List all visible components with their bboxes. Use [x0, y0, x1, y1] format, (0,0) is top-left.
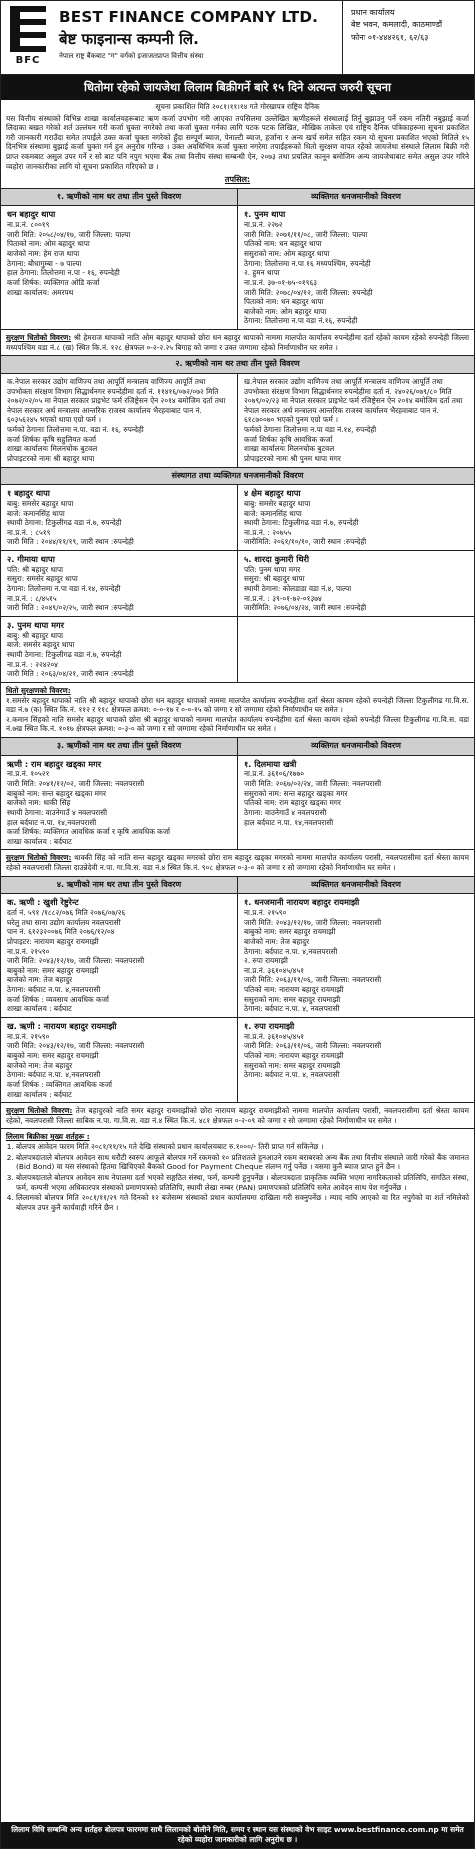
detail-line: प्रोपाइटरको नामः श्री बहादुर थापा	[7, 453, 95, 463]
detail-line: शाखा कार्यालय : बर्दघाट	[7, 1089, 72, 1099]
party-details	[7, 1032, 231, 1099]
borrower-column	[1, 1018, 237, 1102]
collateral-label: सुरक्षण धितोको विवरण:	[6, 333, 72, 343]
detail-line: ससुराको नाम: समर बहादुर रायमाझी	[244, 1060, 341, 1070]
borrower-column	[1, 617, 237, 682]
detail-line: पतिको नाम: नारायण बहादुर रायमाझी	[244, 1051, 344, 1060]
detail-line: कर्जा शिर्षकः कृषि सहुलियत कर्जा	[7, 434, 96, 444]
collateral-text: थाक्की सिंह को नाति सन्त बहादुर खड्का मगरको छोरा राम बहादुर खड्का मगरको नाममा मालपोत कार्यालय परासी, नवलपरासीमा दर्ता श्रेस्ता कायम रहेको नवलपरासी जिल्ला दाउन्नेदेवी न.पा. गा.वि.स. वडा नं.४ स्थित कि.नं. ९०८ क्षेत्रफल ०-३-० को जग्गा र सो जग्गामा रहेको निर्माणाधीन घर समेत ।	[6, 853, 470, 873]
detail-line: ना.प्र.नं. ३६१०४५/४५१	[244, 965, 305, 975]
detail-line: स्थायी ठेगाना: टिकुलीगढ वडा नं.७, रुपन्देही	[244, 518, 359, 528]
detail-line: स्थायी ठेगाना: टिकुलीगढ वडा नं.७, रुपन्देही	[7, 650, 122, 660]
company-name-en: BEST FINANCE COMPANY LTD.	[59, 8, 319, 26]
firm-a-details	[7, 377, 231, 464]
party-name: १. धनजमानी नारायण बहादुर रायमाझी	[244, 897, 360, 908]
detail-line: प्रोपाइटर: नारायण बहादुर रायमाझी	[7, 936, 99, 946]
detail-line: शाखा कार्यालयः मिलनचोक बुटवल	[244, 444, 335, 454]
detail-line: स्थायी ठेगाना: टिकुलीगढ वडा नं.७, रुपन्देही	[7, 518, 122, 528]
party-details	[7, 499, 231, 547]
guarantor-column	[237, 894, 474, 1017]
detail-line: जारी मिति: २०४३/१२/१७, जारी जिल्ला: नवलपरासी	[7, 1041, 145, 1051]
section-2-header	[1, 356, 474, 374]
section-3-header	[1, 468, 474, 486]
detail-line: बाजेको नाम: तेज बहादुर	[7, 1060, 73, 1070]
borrower-details	[7, 769, 231, 846]
detail-line: ठेगाना: बौधागुम्बा - ७ पाल्पा	[7, 258, 82, 268]
party-details	[7, 908, 231, 1014]
detail-line: फर्मको ठेगानाः तिलोत्तमा न.पा. वडा नं. १६, रुपन्देही	[7, 425, 144, 435]
detail-line: जारी मिति: २०५८/०४/१७, जारी जिल्ला: पाल्पा	[7, 229, 131, 239]
guarantor-column	[237, 206, 474, 329]
detail-line: ससुराको नाम: सन्त बहादुर खड्का मगर	[244, 788, 348, 798]
detail-line: बाबु: श्री बहादुर थापा	[7, 630, 64, 640]
detail-line: शाखा कार्यालयः मिलनचोक बुटवल	[7, 444, 98, 454]
guarantor-details	[244, 220, 468, 326]
party-name: ३. पुनम थापा मगर	[7, 619, 64, 630]
detail-line: बाबुको नाम: समर बहादुर रायमाझी	[244, 927, 336, 937]
detail-line: हाल ठेगाना: तिलोत्तमा न.पा - १६, रुपन्देही	[7, 268, 120, 278]
detail-line: बाबु: समसेर बहादुर थापा	[244, 498, 311, 508]
detail-line: बाजे: कमानसिंह थापा	[7, 508, 65, 518]
collateral-text: श्री हेमराज थापाको नाति ओम बहादुर थापाको छोरा धन बहादुर थापाको नाममा मालपोत कार्यालय रुपन्देहीमा दर्ता रहेको कायम रहेको रुपन्देही जिल्ला मध्यपश्चिम वडा नं.८ (ख) स्थित कि.नं. १२८ क्षेत्रफल ०-२-२.२५ बिगाह को जग्गा र उक्त जग्गामा रहेको निर्माणाधीन घर समेत ।	[6, 333, 470, 352]
office-phone: फोनः ०१-४४४२६१, ६२/६३	[351, 32, 429, 42]
detail-line: बाजे: समसेर बहादुर थापा	[7, 640, 75, 650]
detail-line: जारी मिति: २०६७/०२/२४, जारी जिल्ला: नवलपरासी	[244, 779, 382, 789]
detail-line: जारी मिति: २०७१/११/०८, जारी जिल्ला: पाल्पा	[244, 229, 368, 239]
company-logo	[1, 1, 55, 73]
detail-line: पान नं. ६१२३२००७६ मिति २०७६/१२/०४	[7, 927, 115, 937]
detail-line: क.नेपाल सरकार उद्योग वाणिज्य तथा आपूर्ति मन्त्रालय वाणिज्य आपूर्ति तथा उपभोक्ता संरक्षण विभाग सिद्धार्थनगर रुपन्देहीमा दर्ता नं. ११४१६/०७२/०७२ मिति २०७२/०२/०५ मा नेपाल सरकार प्राइभेट फर्म रजिष्ट्रेसन ऐन २०१४ बमोजिम दर्ता तथा नेपाल सरकार अर्थ मन्त्रालय आन्तरिक राजस्व कार्यालय भैरहवाबाट पान नं. ६०३५६२४५ भएको थापा एग्रो फर्म ।	[7, 376, 226, 425]
detail-line: बाजेको नाम: हेम राज थापा	[7, 249, 80, 259]
detail-line: ठेगाना: बर्दघाट न.पा. ४, नवलपरासी	[244, 1004, 340, 1014]
section-5-left-head: ४. ऋणीको नाम थर तथा तीन पुस्ते विवरण	[56, 879, 182, 889]
detail-line: जारी मिति : २०६३/०४/२१, जारी स्थान :रुपन्देही	[7, 669, 134, 679]
section-2-head: २. ऋणीको नाम थर तथा तीन पुस्ते विवरण	[175, 359, 300, 369]
guarantor-column	[237, 485, 474, 550]
collateral-note-3	[1, 683, 474, 738]
collateral-text-list	[6, 696, 469, 735]
detail-line: कर्जा शिर्षक: व्यक्तिगत आवधिक कर्जा र कृषि आवधिक कर्जा	[7, 827, 171, 837]
borrower-column	[1, 756, 237, 850]
guarantor-column	[237, 617, 474, 682]
party-row	[1, 551, 474, 617]
party-row	[1, 485, 474, 551]
detail-line: ससुरा: समसेर बहादुर थापा	[7, 574, 78, 584]
detail-line: १.समसेर बहादुर थापाको नाति श्री बहादुर थापाको छोरा धन बहादुर थापाको नाममा मालपोत कार्यालय रुपन्देहीमा दर्ता श्रेस्ता कायम रहेको रुपन्देही जिल्ला टिकुलीगढ गा.वि.स. वडा नं.७ (क) स्थित कि.नं. ११२ र ११८ क्षेत्रफल क्रमश: ०-०-१७ र ०-०-१५ को जग्गा र सो जग्गामा रहेको निर्माणाधीन घर समेत ।	[6, 695, 469, 715]
detail-line: ना.प्र.नं. : २०७५५	[244, 527, 292, 537]
detail-line: ना.प्र.नं. ३७-०१-७५-०१९६३	[244, 277, 318, 287]
detail-line: बाजेको नाम: थाकी सिंह	[7, 798, 71, 808]
detail-line: पति: श्री बहादुर थापा	[7, 564, 64, 574]
section-1-left-head: १. ऋणीको नाम थर तथा तीन पुस्ते विवरण	[56, 191, 182, 201]
guarantor-name: १. दिलमाया खत्री	[244, 758, 297, 769]
detail-line: जारी मिति: २०७८/०४/१२, जारी जिल्ला: रुपन्देही	[244, 287, 373, 297]
guarantor-name: १. पुनम थापा	[244, 209, 286, 220]
section-3-head: संस्थागत तथा व्यक्तिगत धनजमानीको विवरण	[171, 470, 304, 480]
detail-line: फर्मको ठेगानाः तिलोत्तमा न.पा वडा नं.१४, रुपन्देही	[244, 425, 377, 435]
detail-line: ना.प्र.नं. २१५९०	[7, 946, 50, 956]
detail-line: ठेगाना: वाउनेगाउँ ४ नवलपरासी	[244, 807, 327, 817]
party-row	[1, 1018, 474, 1103]
borrower-column	[1, 551, 237, 616]
party-details	[244, 565, 468, 613]
guarantor-details	[244, 769, 468, 827]
detail-line: कर्जा शिर्षक : व्यक्तिगत आवधिक कर्जा	[7, 1079, 112, 1089]
detail-line: ठेगाना: बर्दघाट न.पा. ४,नवलपरासी	[7, 985, 101, 995]
office-address: बेष्ट भवन, कमलादी, काठमाण्डौं	[351, 20, 443, 30]
detail-line: ना.प्र.नं. ३६१०४५/४५१	[244, 1031, 305, 1041]
detail-line: ना.प्र.नं. २१५९०	[7, 1031, 50, 1041]
detail-line: हाल बर्दघाट न.पा. १४,नवलपरासी	[7, 817, 97, 827]
detail-line: बाबु: समसेर बहादुर थापा	[7, 498, 74, 508]
guarantor-column	[237, 551, 474, 616]
collateral-note-1	[1, 330, 474, 356]
company-name-block	[55, 1, 342, 74]
section-5-right-head: व्यक्तिगत धनजमानीको विवरण	[237, 877, 474, 894]
detail-line: स्थायी ठेगाना: कोलडाडा वडा नं.४, पाल्पा	[244, 584, 352, 594]
detail-line: ठेगाना: तिलोत्तमा न.पा वडा नं.१६, रुपन्देही	[244, 316, 358, 326]
company-subtitle: नेपाल राष्ट्र बैंकबाट "ग" वर्गको इजाजतप्राप्त वित्तीय संस्था	[59, 51, 204, 60]
borrower-column	[1, 894, 237, 1017]
detail-line: बाबुको नाम: समर बहादुर रायमाझी	[7, 1051, 99, 1060]
section-4-row	[1, 756, 474, 851]
detail-line: ना.प्र.नं. ८००१९	[7, 220, 50, 230]
party-name: ख. ऋणी : नारायण बहादुर रायमाझी	[7, 1020, 117, 1031]
party-name: २. गीमाया थापा	[7, 554, 55, 565]
detail-line: बाजेको नाम: ओम बहादुर थापा	[244, 306, 327, 316]
detail-line: ना.प्र.नं. ३६१०६/१७७०	[244, 769, 305, 779]
detail-line: दर्ता नं. ५९१ /१८८२/०७६ मिति २०७६/०७/२६	[7, 908, 126, 918]
detail-line: ससुराको नाम: ओम बहादुर थापा	[244, 249, 330, 259]
detail-line: २. हुमन थापा	[244, 268, 280, 278]
party-details	[7, 631, 231, 679]
detail-line: पतिको नाम: धन बहादुर थापा	[244, 239, 322, 249]
guarantor-column	[237, 756, 474, 850]
detail-line: पतिको नाम: राम बहादुर खड्का मगर	[244, 798, 341, 808]
auction-terms	[1, 1129, 474, 1216]
footer-note: लिलाम विधि सम्बन्धि अन्य शर्तहरु बोलपत्र फारममा साथै लिलामको बोलीने मिति, समय र स्थान यस संस्थाको वेभ साइट www.bestfinance.com.np मा समेत रहेको व्यहोरा जानकारीको लागि अनुरोध छ ।	[1, 1822, 474, 1848]
detail-line: जारी मिति: २०४३/१२/१७, जारी जिल्ला: नवलपरासी	[7, 956, 145, 966]
detail-line: पति: पुनम थापा मगर	[244, 564, 301, 574]
section-1-header	[1, 189, 474, 207]
detail-line: घरेलु तथा साना उद्योग कार्यालय नवलपरासी	[7, 917, 121, 927]
party-name: १. रुपा रायमाझी	[244, 1020, 295, 1031]
party-details	[7, 565, 231, 613]
detail-line: ना.प्र.नं. : ८५१९	[7, 527, 51, 537]
detail-line: ना.प्र.नं. : २२४२०४	[7, 659, 58, 669]
detail-line: शाखा कार्यालय : बर्दघाट	[7, 836, 72, 846]
detail-line: जारी मिति : २०४४/११/१९, जारी स्थान :रुपन्देही	[7, 537, 134, 547]
terms-list	[6, 1142, 469, 1212]
notice-title: धितोमा रहेको जायजेथा लिलाम बिक्रीगर्ने बारे १५ दिने अत्यन्त जरुरी सूचना	[1, 75, 474, 100]
detail-line: ना.प्र.नं. २२७२	[244, 220, 283, 230]
collateral-note-5	[1, 1103, 474, 1129]
party-details	[244, 499, 468, 547]
detail-line: ना.प्र.नं. २१५९०	[244, 908, 287, 918]
section-5-header	[1, 877, 474, 895]
detail-line: ठेगाना: बर्दघाट न.पा. ४,नवलपरासी	[7, 1070, 101, 1080]
collateral-label: धितो सुरक्षणको विवरण:	[6, 685, 71, 695]
party-name: क. ऋणी : खुशी रेष्टुरेन्ट	[7, 897, 79, 908]
detail-line: जारी मिति: २०६३/११/०६, जारी जिल्ला: नवलपरासी	[244, 1041, 382, 1051]
detail-line: जारीमिति: २०६१/१०/१०, जारी स्थान :रुपन्देही	[244, 537, 367, 547]
detail-line: हाल बर्दघाट न.पा. १४,नवलपरासी	[244, 817, 334, 827]
detail-line: ठेगाना: बर्दघाट न.पा. ४, नवलपरासी	[244, 1070, 340, 1080]
intro-paragraph: यस वित्तीय संस्थाको विभिन्न शाखा कार्यालयहरूबाट ऋण कर्जा उपभोग गरी आएका तपसिलमा उल्लेखित ऋणीहरूले संस्थालाई तिर्नु बुझाउनु पर्ने रकम नतिरी नबुझाई कर्जा लिदाका बखत गरेको शर्त उल्लंघन गरी कर्जा चुक्ता नगरेको तथा कर्जा चुक्ता गर्नका लागि पटक पटक लिखित, मौखिक ताकेता एवं राष्ट्रिय दैनिक पत्रिकाहरूमा सूचना प्रकाशित गरी जानकारी गराउँदा समेत तपाईंले उक्त कर्जा चुक्ता नगरेको हुँदा सम्पूर्ण ब्याज, पेनाल्टी ब्याज, हर्जाना र अन्य खर्च समेत सहित रकम यो सूचना प्रकाशित भएको मितिले १५ दिनभित्र संस्थामा बुझाई कर्जा चुक्ता गर्न हुन अनुरोध गरिन्छ । उक्त अवधिभित्र कर्जा चुक्ता नगरेमा तपाईंहरूको धितो सुरक्षण वापत रहेको जायजेथा संस्थाले लिलाम बिक्री गरी प्राप्त रकमबाट असुल उपर गर्ने र सो बाट पनि नपुग भएमा बैंक तथा वित्तीय संस्था सम्बन्धी ऐन, २०७३ तथा प्रचलित कानून बमोजिम अन्य जायजेथाबाट समेत असुल उपर गरिने व्यहोरा जानकारीका लागि यो सूचना प्रकाशित गरिएको छ ।	[6, 113, 469, 171]
detail-line: जारी मिति: २०६३/११/०६, जारी जिल्ला: नवलपरासी	[244, 975, 382, 985]
detail-line: बाजेको नाम: तेज बहादुर	[244, 936, 310, 946]
detail-line: कर्जा शिर्षक : व्यवसाय आवधिक कर्जा	[7, 994, 109, 1004]
firm-b-details	[244, 377, 468, 464]
office-label: प्रधान कार्यालय	[351, 8, 395, 17]
detail-line: जारीमिति: २०७६/०४/२४, जारी स्थान :रुपन्देही	[244, 603, 367, 613]
detail-line: कर्जा शिर्षकः कृषि आवधिक कर्जा	[244, 434, 333, 444]
detail-line: शाखा कार्यालय: अमरपथ	[7, 287, 74, 297]
section-1-right-head: व्यक्तिगत धनजमानीको विवरण	[237, 189, 474, 206]
detail-line: जारी मिति: २०४१/१२/०२, जारी जिल्ला: नवलपरासी	[7, 779, 145, 789]
section-1-row	[1, 206, 474, 330]
term-item: 1. बोलपत्र आवेदन फारम मिति २०८१/११/१५ गते देखि संस्थाको प्रधान कार्यालयबाट रु.१०००/- तिरी प्राप्त गर्न सकिनेछ ।	[16, 1142, 469, 1152]
term-item: 3. बोलपत्रदाताले बोलपत्र आवेदन साथ नेपालमा दर्ता भएको सङ्गठित संस्था, फर्म, कम्पनी हुनुपर्नेछ । बोलपत्रदाता प्राकृतिक व्यक्ति भएमा नागरिकताको प्रतिलिपि, संगठित संस्था, फर्म, कम्पनी भएमा अधिकारपत्र संस्थाको प्रमाणपत्रको प्रतिलिपि, स्थायी लेखा नम्बर (PAN) प्रमाणपत्रको प्रतिलिपि समेत आवेदन साथ पेश गर्नुपर्नेछ ।	[16, 1173, 469, 1192]
detail-line: प्रोपाइटरको नामः श्री पुनम थापा मगर	[244, 453, 341, 463]
detail-line: पिताको नाम: धन बहादुर थापा	[244, 297, 324, 307]
logo-text: BFC	[15, 55, 41, 67]
party-name: ४ क्षेम बहादुर थापा	[244, 488, 301, 499]
detail-line: स्थायी ठेगाना: वाउनेगाउँ ४ नवलपरासी	[7, 807, 107, 817]
section-4-right-head: व्यक्तिगत धनजमानीको विवरण	[237, 738, 474, 755]
firm-a-column	[1, 374, 237, 467]
tapsil-label: तपसिल:	[224, 175, 251, 185]
section-4-header	[1, 738, 474, 756]
detail-line: बाबुको नाम: समर बहादुर रायमाझी	[7, 965, 99, 975]
borrower-column	[1, 206, 237, 329]
detail-line: ठेगाना: तिलोत्तमा न.पा १६ मध्यपश्चिम, रुपन्देही	[244, 258, 371, 268]
party-row	[1, 617, 474, 683]
detail-line: कर्जा शिर्षक: व्यक्तिगत ओडि कर्जा	[7, 277, 100, 287]
detail-line: शाखा कार्यालय : बर्दघाट	[7, 1004, 72, 1014]
party-row	[1, 894, 474, 1018]
detail-line: बाबुको नाम: सन्त बहादुर खड्का मगर	[7, 788, 107, 798]
term-item: 4. लिलामको बोलपत्र मिति २०८१/११/२९ गते दिनको १२ बजेसम्म संस्थाको प्रधान कार्यालयमा दाखिला गरी सक्नुपर्नेछ । म्याद नाघि आएको वा रित नपुगेको वा शर्त नमिलेको बोलपत्र उपर कुनै कार्यवाही गरिने छैन ।	[16, 1193, 469, 1212]
detail-line: बाजे: कमानसिंह थापा	[244, 508, 302, 518]
collateral-text: तेज बहादुरको नाति समर बहादुर रायमाझीको छोरा नारायण बहादुर रायमाझीको नाममा मालपोत कार्यालय परासी, नवलपरासीमा दर्ता श्रेस्ता कायम रहेको, नवलपरासी जिल्ला साबिक न.पा. गा.वि.स. वडा नं.४ स्थित कि.नं. ४८१ क्षेत्रफल ०-२-०९ को जग्गा र सो जग्गामा रहेको निर्माणाधीन घर समेत ।	[6, 1106, 470, 1125]
firm-b-column	[237, 374, 474, 467]
logo-icon	[10, 6, 46, 52]
detail-line: ससुरा: श्री बहादुर थापा	[244, 574, 305, 584]
detail-line: ठेगाना: तिलोत्तमा न.पा वडा नं.१४, रुपन्देही	[7, 584, 121, 594]
borrower-name: धन बहादुर थापा	[7, 209, 56, 220]
detail-line: पतिको नाम: नारायण बहादुर रायमाझी	[244, 985, 344, 995]
collateral-note-4	[1, 850, 474, 876]
party-details	[244, 1032, 468, 1080]
detail-line: ना.प्र.नं. : ८/४५१५	[7, 593, 57, 603]
collateral-label: सुरक्षण धितोको विवरण:	[6, 1106, 73, 1116]
borrower-name: ऋणी : राम बहादुर खड्का मगर	[7, 758, 102, 769]
detail-line: ससुराको नाम: समर बहादुर रायमाझी	[244, 994, 341, 1004]
detail-line: ठेगाना: बर्दघाट न.पा. ४,नवलपरासी	[244, 946, 338, 956]
party-details	[244, 908, 468, 1014]
detail-line: जारी मिति: २०४३/१२/१७, जारी जिल्ला: नवलपरासी	[244, 917, 382, 927]
detail-line: बाजेको नाम: तेज बहादुर	[7, 975, 73, 985]
details-grid	[1, 188, 474, 1217]
office-info	[342, 1, 474, 74]
borrower-column	[1, 485, 237, 550]
collateral-label: सुरक्षण धितोको विवरण:	[6, 853, 72, 863]
notice-date: सूचना प्रकाशित मिति २०८१।११।१४ गते गोरखापत्र राष्ट्रिय दैनिक	[155, 102, 320, 112]
term-item: 2. बोलपत्रदाताले बोलपत्र आवेदन साथ धरौटी स्वरुप आफूले बोलपत्र गर्ने रकमको १० प्रतिशतले हुनआउने रकम बराबरको अन्य बैंक तथा वित्तीय संस्थाले जारी गरेको बैंक जमानत (Bid Bond) वा यस संस्थाको हितमा खिचिएको बैंकको Good for Payment Cheque संलग्न गर्नु पर्नेछ । यसमा कुनै ब्याज प्राप्त हुने छैन ।	[16, 1153, 469, 1172]
detail-line: पिताको नाम: ओम बहादुर थापा	[7, 239, 90, 249]
section-2-row	[1, 374, 474, 468]
section-4-left-head: ३. ऋणीको नाम थर तथा तीन पुस्ते विवरण	[56, 741, 182, 751]
detail-line: २.कमान सिंहको नाति समसेर बहादुर थापाको छोरा श्री बहादुर थापाको नाममा मालपोत कार्यालय रुपन्देहीमा दर्ता श्रेस्ता कायम रहेको रुपन्देही जिल्ला टिकुलीगढ गा.वि.स. वडा नं.७ख स्थित कि.नं. १०१७ क्षेत्रफल क्रमश: ०-३-० को जग्गा र सो जग्गामा रहेको निर्माणाधीन घर समेत ।	[6, 714, 469, 734]
detail-line: ना.प्र.नं. : ३९-०१-७२-०१३७४	[244, 593, 322, 603]
company-name-np: बेष्ट फाइनान्स कम्पनी लि.	[59, 30, 199, 49]
borrower-details	[7, 220, 231, 297]
party-name: ५. शारदा कुमारी थिरी	[244, 554, 310, 565]
terms-heading: लिलाम बिक्रीका मुख्य शर्तहरू :	[6, 1132, 90, 1142]
detail-line: ख.नेपाल सरकार उद्योग वाणिज्य तथा आपूर्ति मन्त्रालय वाणिज्य आपूर्ति तथा उपभोक्ता संरक्षण विभाग सिद्धार्थनगर रुपन्देहीमा दर्ता नं. २४०२६/०७९/८० मिति २०७९/०२/२३ मा नेपाल सरकार प्राइभेट फर्म रजिष्ट्रेसन ऐन २०१४ बमोजिम दर्ता तथा नेपाल सरकार अर्थ मन्त्रालय आन्तरिक राजस्व कार्यालय भैरहवाबाट पान नं. ६१८७००७० भएको पुनम एग्रो फर्म ।	[244, 376, 463, 425]
header	[1, 1, 474, 75]
party-name: १ बहादुर थापा	[7, 488, 50, 499]
detail-line: २. रुपा रायमाझी	[244, 956, 288, 966]
detail-line: जारी मिति : २०४९/०२/२५, जारी स्थान :रुपन्देही	[7, 603, 134, 613]
guarantor-column	[237, 1018, 474, 1102]
detail-line: ना.प्र.नं. १०५२१	[7, 769, 50, 779]
